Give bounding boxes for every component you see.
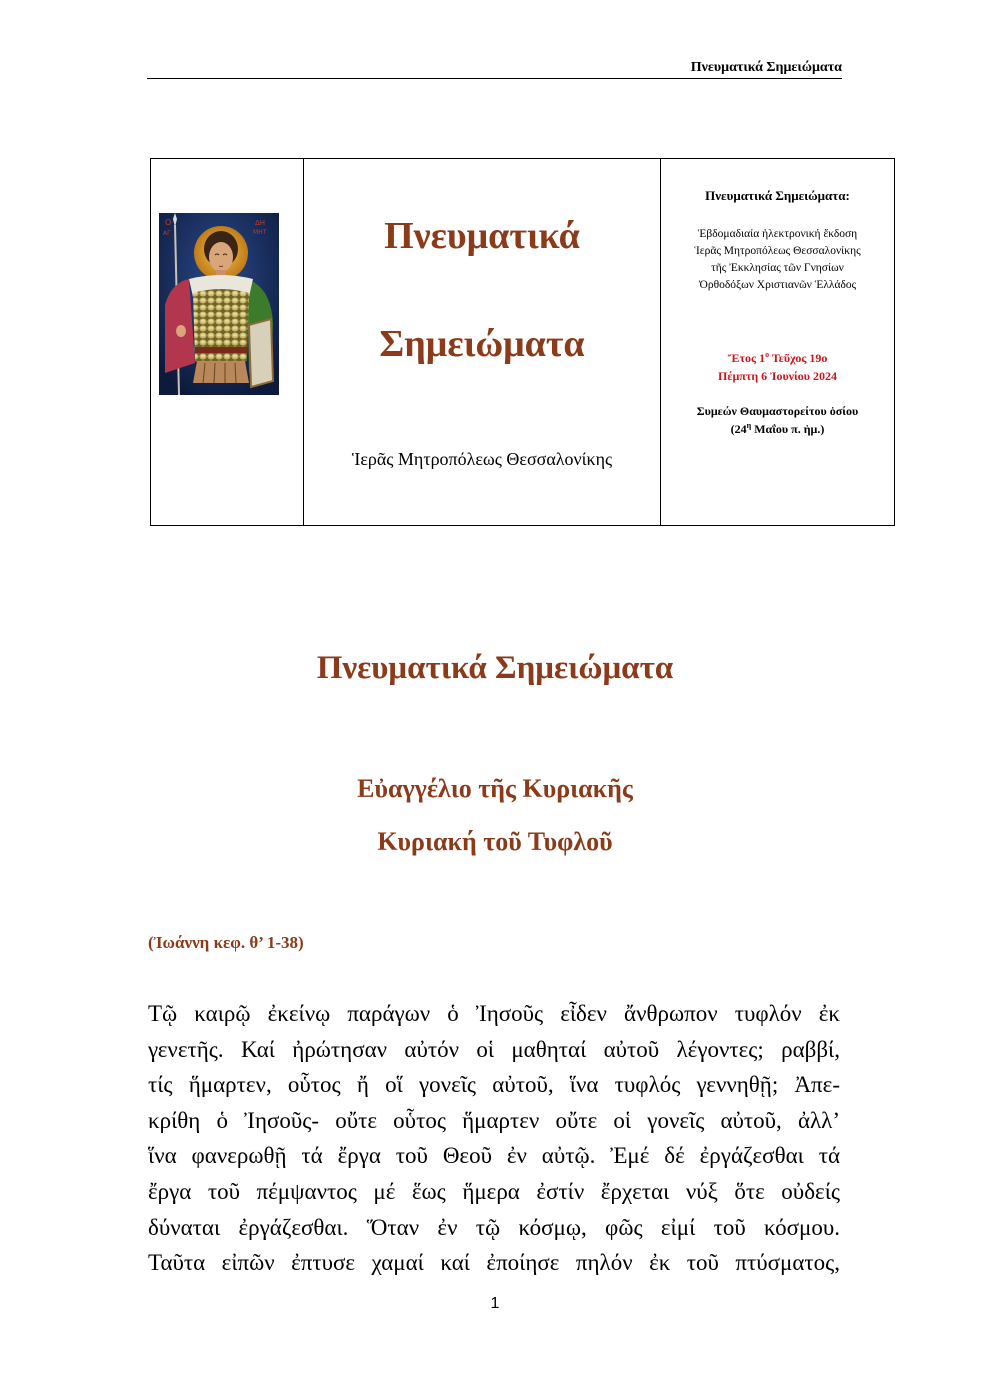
svg-text:Ο: Ο: [165, 218, 172, 227]
masthead-info-cell: [661, 159, 894, 525]
text-line: τίς ἥμαρτεν, οὗτος ἤ οἵ γονεῖς αὐτοῦ, ἵνα τυφλός γεννηθῇ; Ἀπε-: [148, 1072, 840, 1098]
gospel-text: [148, 996, 840, 1281]
issue-number: Τεῦχος 19ο: [769, 351, 828, 365]
info-desc-line: Ἑβδομαδιαία ἠλεκτρονική ἔκδοση: [697, 228, 858, 240]
text-line: Τῷ καιρῷ ἐκείνῳ παράγων ὁ Ἰησοῦς εἶδεν ἄνθρωπον τυφλόν ἐκ: [148, 1001, 840, 1026]
gospel-heading: Εὐαγγέλιο τῆς Κυριακῆς: [357, 774, 633, 803]
svg-text:ΜΗΤ: ΜΗΤ: [253, 229, 267, 236]
issue-date: Πέμπτη 6 Ἰουνίου 2024: [717, 369, 837, 383]
info-description: [661, 226, 894, 294]
text-line: δύναται ἐργάζεσθαι. Ὅταν ἐν τῷ κόσμῳ, φῶς εἰμί τοῦ κόσμου.: [148, 1214, 840, 1240]
feast-line2: [661, 420, 894, 438]
text-line: ἔργα τοῦ πέμψαντος μέ ἕως ἥμερα ἐστίν ἔρχεται νύξ ὅτε οὐδείς: [148, 1178, 840, 1204]
svg-text:ΔΗ: ΔΗ: [255, 219, 266, 227]
masthead-title-cell: [304, 159, 661, 525]
masthead-metropolis: Ἱερᾶς Μητροπόλεως Θεσσαλονίκης: [351, 449, 613, 469]
text-line: κρίθη ὁ Ἰησοῦς- οὔτε οὗτος ἥμαρτεν οὔτε οἱ γονεῖς αὐτοῦ, ἀλλ’: [148, 1107, 840, 1133]
page-number: 1: [490, 1295, 500, 1312]
info-desc-line: Ἱερᾶς Μητροπόλεως Θεσσαλονίκης: [694, 245, 861, 257]
page-title: Πνευματικά Σημειώματα: [316, 650, 674, 686]
info-desc-line: τῆς Ἐκκλησίας τῶν Γνησίων: [711, 262, 844, 274]
saint-icon-image: [159, 213, 279, 395]
info-desc-line: Ὀρθοδόξων Χριστιανῶν Ἑλλάδος: [698, 279, 857, 291]
masthead-icon-cell: [151, 159, 304, 525]
issue-line: [661, 349, 894, 367]
info-heading: Πνευματικά Σημειώματα:: [705, 188, 850, 203]
sunday-heading: Κυριακή τοῦ Τυφλοῦ: [377, 827, 613, 856]
text-line: Ταῦτα εἰπῶν ἐπτυσε χαμαί καί ἐποίησε πηλόν ἐκ τοῦ πτύσματος,: [148, 1250, 840, 1276]
masthead-title-line2: Σημειώματα: [379, 323, 585, 365]
feast-info: [661, 402, 894, 438]
masthead-table: [150, 158, 895, 526]
feast-day-suffix: η: [746, 421, 752, 430]
feast-month: Μαΐου π. ἡμ.): [751, 422, 825, 436]
feast-line1: Συμεών Θαυμαστορείτου ὁσίου: [696, 404, 859, 418]
issue-year-suffix: ο: [765, 350, 770, 359]
masthead-title-line1: Πνευματικά: [384, 215, 580, 257]
issue-year: Ἔτος 1: [727, 351, 766, 365]
feast-day: (24: [730, 422, 747, 436]
running-header: Πνευματικά Σημειώματα: [147, 60, 842, 79]
issue-info: [661, 349, 894, 385]
text-line: ἵνα φανερωθῇ τά ἔργα τοῦ Θεοῦ ἐν αὐτῷ. Ἐμέ δέ ἐργάζεσθαι τά: [148, 1143, 840, 1169]
text-line: γενετῆς. Καί ἠρώτησαν αὐτόν οἱ μαθηταί αὐτοῦ λέγοντες; ραββί,: [148, 1036, 840, 1062]
scripture-reference: (Ἰωάννη κεφ. θ’ 1-38): [148, 933, 304, 952]
svg-text:ΑΓ: ΑΓ: [163, 230, 171, 237]
